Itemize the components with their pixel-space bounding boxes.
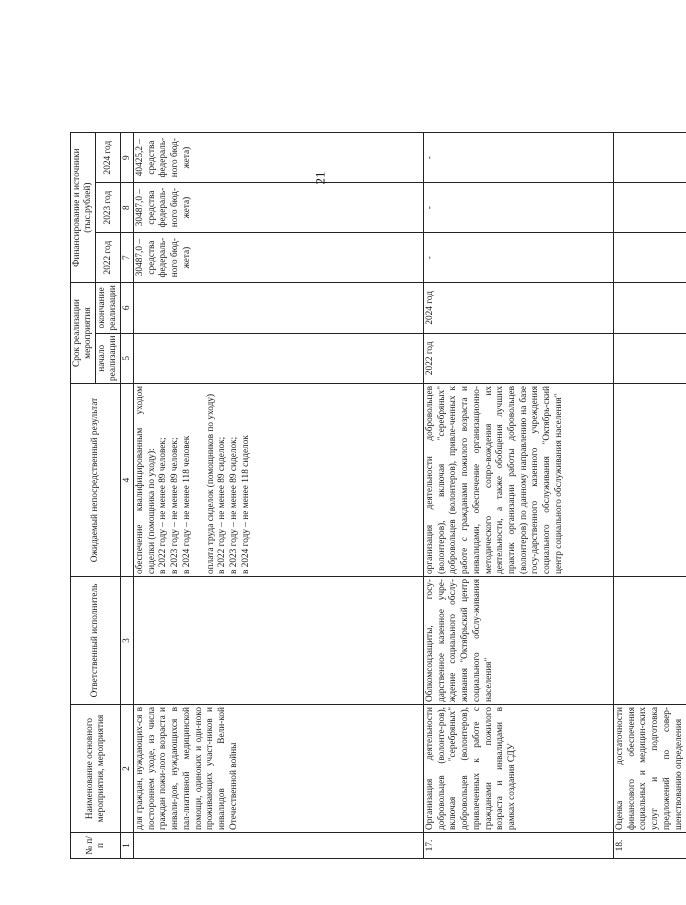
row-executor bbox=[134, 577, 424, 705]
row-executor: Облкомсоцзащиты, госу-дарственное казенное учре-ждение социального обслу-живания "Октябрьский центр социального обслу-живания населения" bbox=[424, 577, 614, 705]
column-number: 2 bbox=[121, 705, 134, 833]
row-f2022: 30487,0 – средства федераль-ного бюд-жета) bbox=[134, 233, 424, 283]
header-2024: 2024 год bbox=[96, 133, 121, 183]
row-result bbox=[614, 384, 686, 577]
row-name: для граждан, нуждающих-ся в постороннем уходе, из числа граждан пожи-лого возраста и инвали-дов, нуждающихся в пал-лиативной медицинской помощи, одиноких и оди-ноко проживающих участ-ников и инвалидов Вели-кой Отечественной войны bbox=[134, 705, 424, 833]
header-executor: Ответственный исполнитель bbox=[71, 577, 121, 705]
header-2023: 2023 год bbox=[96, 183, 121, 233]
row-start bbox=[614, 333, 686, 383]
header-2022: 2022 год bbox=[96, 233, 121, 283]
result-line: в 2024 году – не менее 118 сиделок bbox=[240, 435, 251, 574]
row-f2024: - bbox=[424, 133, 614, 183]
column-number: 7 bbox=[121, 233, 134, 283]
row-f2023 bbox=[614, 183, 686, 233]
header-result: Ожидаемый непосредственный результат bbox=[71, 384, 121, 577]
row-f2022 bbox=[614, 233, 686, 283]
column-number: 3 bbox=[121, 577, 134, 705]
table-row bbox=[134, 133, 424, 859]
row-executor bbox=[614, 577, 686, 705]
header-name: Наименование основного мероприятия, мероприятия bbox=[71, 705, 121, 833]
row-start bbox=[134, 333, 424, 383]
column-number: 5 bbox=[121, 333, 134, 383]
column-number: 1 bbox=[121, 833, 134, 859]
result-line: в 2024 году – не менее 118 человек bbox=[181, 435, 192, 574]
result-line: в 2022 году – не менее 89 сиделок; bbox=[217, 436, 228, 574]
row-name: Организация деятельности добровольцев (волонте-ров), включая "серебряных" добровольцев (волонтеров), привлеченных к работе с гражданами пожилого возраста и инвалидами в рамках создания СДУ bbox=[424, 705, 614, 833]
row-f2024: 40425,2 – средства федераль-ного бюд-жета) bbox=[134, 133, 424, 183]
header-term-end: окончание реализации bbox=[96, 283, 121, 333]
page-number: 21 bbox=[312, 171, 327, 185]
result-paragraph: обеспечение квалифицированным уходом сиделки (помощника по уходу): bbox=[135, 386, 157, 574]
program-table bbox=[70, 132, 686, 859]
table-row bbox=[614, 133, 686, 859]
row-num: 17. bbox=[424, 833, 614, 859]
result-line: в 2023 году – не менее 89 сиделок; bbox=[228, 436, 239, 574]
row-f2023: - bbox=[424, 183, 614, 233]
header-term-start: начало реализации bbox=[96, 333, 121, 383]
header-term: Срок реализации мероприятия bbox=[71, 283, 96, 384]
result-line: в 2023 году – не менее 89 человек; bbox=[170, 437, 181, 574]
row-num: 18. bbox=[614, 833, 686, 859]
header-financing: Финансирование и источники (тыс.рублей) bbox=[71, 133, 96, 283]
row-result bbox=[134, 384, 424, 577]
row-f2022: - bbox=[424, 233, 614, 283]
row-end bbox=[134, 283, 424, 333]
row-f2023: 30487,0 – средства федераль-ного бюд-жета) bbox=[134, 183, 424, 233]
column-number: 8 bbox=[121, 183, 134, 233]
column-number: 6 bbox=[121, 283, 134, 333]
column-number-row bbox=[121, 133, 134, 859]
header-num: № п/п bbox=[71, 833, 121, 859]
row-end bbox=[614, 283, 686, 333]
column-number: 9 bbox=[121, 133, 134, 183]
row-f2024 bbox=[614, 133, 686, 183]
row-num bbox=[134, 833, 424, 859]
result-line: в 2022 году – не менее 89 человек; bbox=[158, 437, 169, 574]
column-number: 4 bbox=[121, 384, 134, 577]
table-row bbox=[424, 133, 614, 859]
row-name: Оценка достаточности финансового обеспечения социальных и медицин-ских услуг и подготовка предложений по совер-шенствованию определения bbox=[614, 705, 686, 833]
row-result: организация деятельности добровольцев (волонтеров), включая "серебряных" добровольцев (волонтеров), привле-ченных к работе с гражданами пожилого возраста и инвалидами, обеспечение организационно-методического сопро-вождения их деятельности, а также обобщения лучших практик организации работы добровольцев (волонтеров) по данному направлению на базе госу-дарственного казенного учреждения социального обслуживания "Октябрь-ский центр социального обслуживания населения" bbox=[424, 384, 614, 577]
result-paragraph: оплата труда сиделок (помощников по уходу) bbox=[205, 393, 216, 574]
row-start: 2022 год bbox=[424, 333, 614, 383]
row-end: 2024 год bbox=[424, 283, 614, 333]
